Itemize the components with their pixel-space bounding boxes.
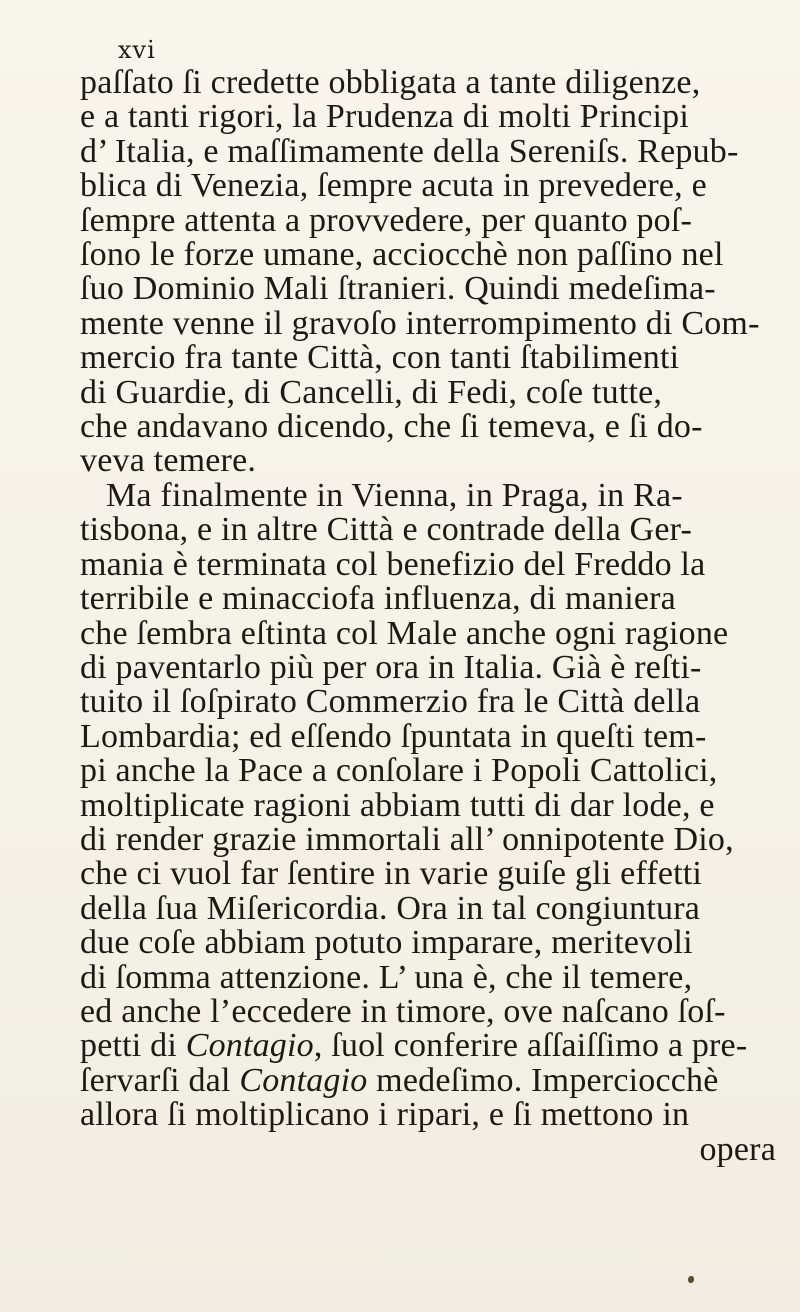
- text-run: , ſuol conferire aſſaiſſimo a pre-: [313, 1027, 748, 1065]
- text-run: medeſimo. Impercioсchè: [367, 1061, 719, 1099]
- text-line: ſempre attenta a provvedere, per quanto poſ-: [80, 201, 693, 239]
- text-line: che andavano dicendo, che ſi temeva, e ſi do-: [80, 408, 703, 446]
- ink-spot: [688, 1276, 694, 1283]
- text-line: ed anche l’eccedere in timore, ove naſcano ſoſ-: [80, 992, 726, 1030]
- paragraph-start-line: Ma finalmente in Vienna, in Praga, in Ra-: [106, 476, 683, 514]
- text-line: Lombardia; ed eſſendo ſpuntata in queſti tem-: [80, 717, 707, 755]
- text-line: [80, 1061, 796, 1099]
- text-line: e a tanti rigori, la Prudenza di molti Principi: [80, 98, 689, 136]
- text-line: blica di Venezia, ſempre acuta in prevedere, e: [80, 167, 707, 205]
- text-run: ſervarſi dal: [80, 1061, 240, 1099]
- text-line: di Guardie, di Cancelli, di Fedi, coſe tutte,: [80, 373, 663, 411]
- text-line: paſſato ſi credette obbligata a tante diligenze,: [80, 64, 701, 101]
- text-line: allora ſi moltiplicano i ripari, e ſi mettono in: [80, 1096, 690, 1134]
- text-line: moltiplicate ragioni abbiam tutti di dar lode, e: [80, 786, 715, 824]
- text-line: d’ Italia, e maſſimamente della Sereniſs. Repub-: [80, 132, 739, 170]
- text-line: tisbona, e in altre Città e contrade della Ger-: [80, 511, 692, 549]
- text-line: due coſe abbiam potuto imparare, meritevoli: [80, 924, 693, 962]
- text-line: veva temere.: [80, 442, 257, 480]
- text-line: pi anche la Pace a conſolare i Popoli Cattolici,: [80, 752, 718, 790]
- text-run: petti di: [80, 1027, 186, 1065]
- text-line: di render grazie immortali all’ onnipotente Dio,: [80, 820, 734, 858]
- text-line: [80, 1029, 796, 1063]
- text-line: di paventarlo più per ora in Italia. Già è reſti-: [80, 648, 702, 686]
- page-number: xvi: [118, 36, 156, 64]
- text-line: che ſembra eſtinta col Male anche ogni ragione: [80, 614, 729, 652]
- text-line: mercio fra tante Città, con tanti ſtabilimenti: [80, 339, 680, 377]
- catchword: opera: [699, 1130, 776, 1168]
- italic-term: Contagio: [185, 1027, 314, 1065]
- text-line: tuito il ſoſpirato Commerzio fra le Città della: [80, 683, 701, 721]
- body-text: [80, 66, 796, 1167]
- text-line: terribile e minacciofa influenza, di maniera: [80, 580, 676, 618]
- text-line: mente venne il gravoſo interrompimento di Com-: [80, 304, 760, 342]
- text-line: ſuo Dominio Mali ſtranieri. Quindi medeſima-: [80, 270, 716, 308]
- text-line: mania è terminata col benefizio del Freddo la: [80, 545, 706, 583]
- italic-term: Contagio: [239, 1061, 368, 1099]
- text-line: ſono le forze umane, acciocchè non paſſino nel: [80, 236, 724, 274]
- text-line: che ci vuol far ſentire in varie guiſe gli effetti: [80, 855, 703, 893]
- text-line: della ſua Miſericordia. Ora in tal congiuntura: [80, 889, 701, 927]
- text-line: di ſomma attenzione. L’ una è, che il temere,: [80, 958, 693, 996]
